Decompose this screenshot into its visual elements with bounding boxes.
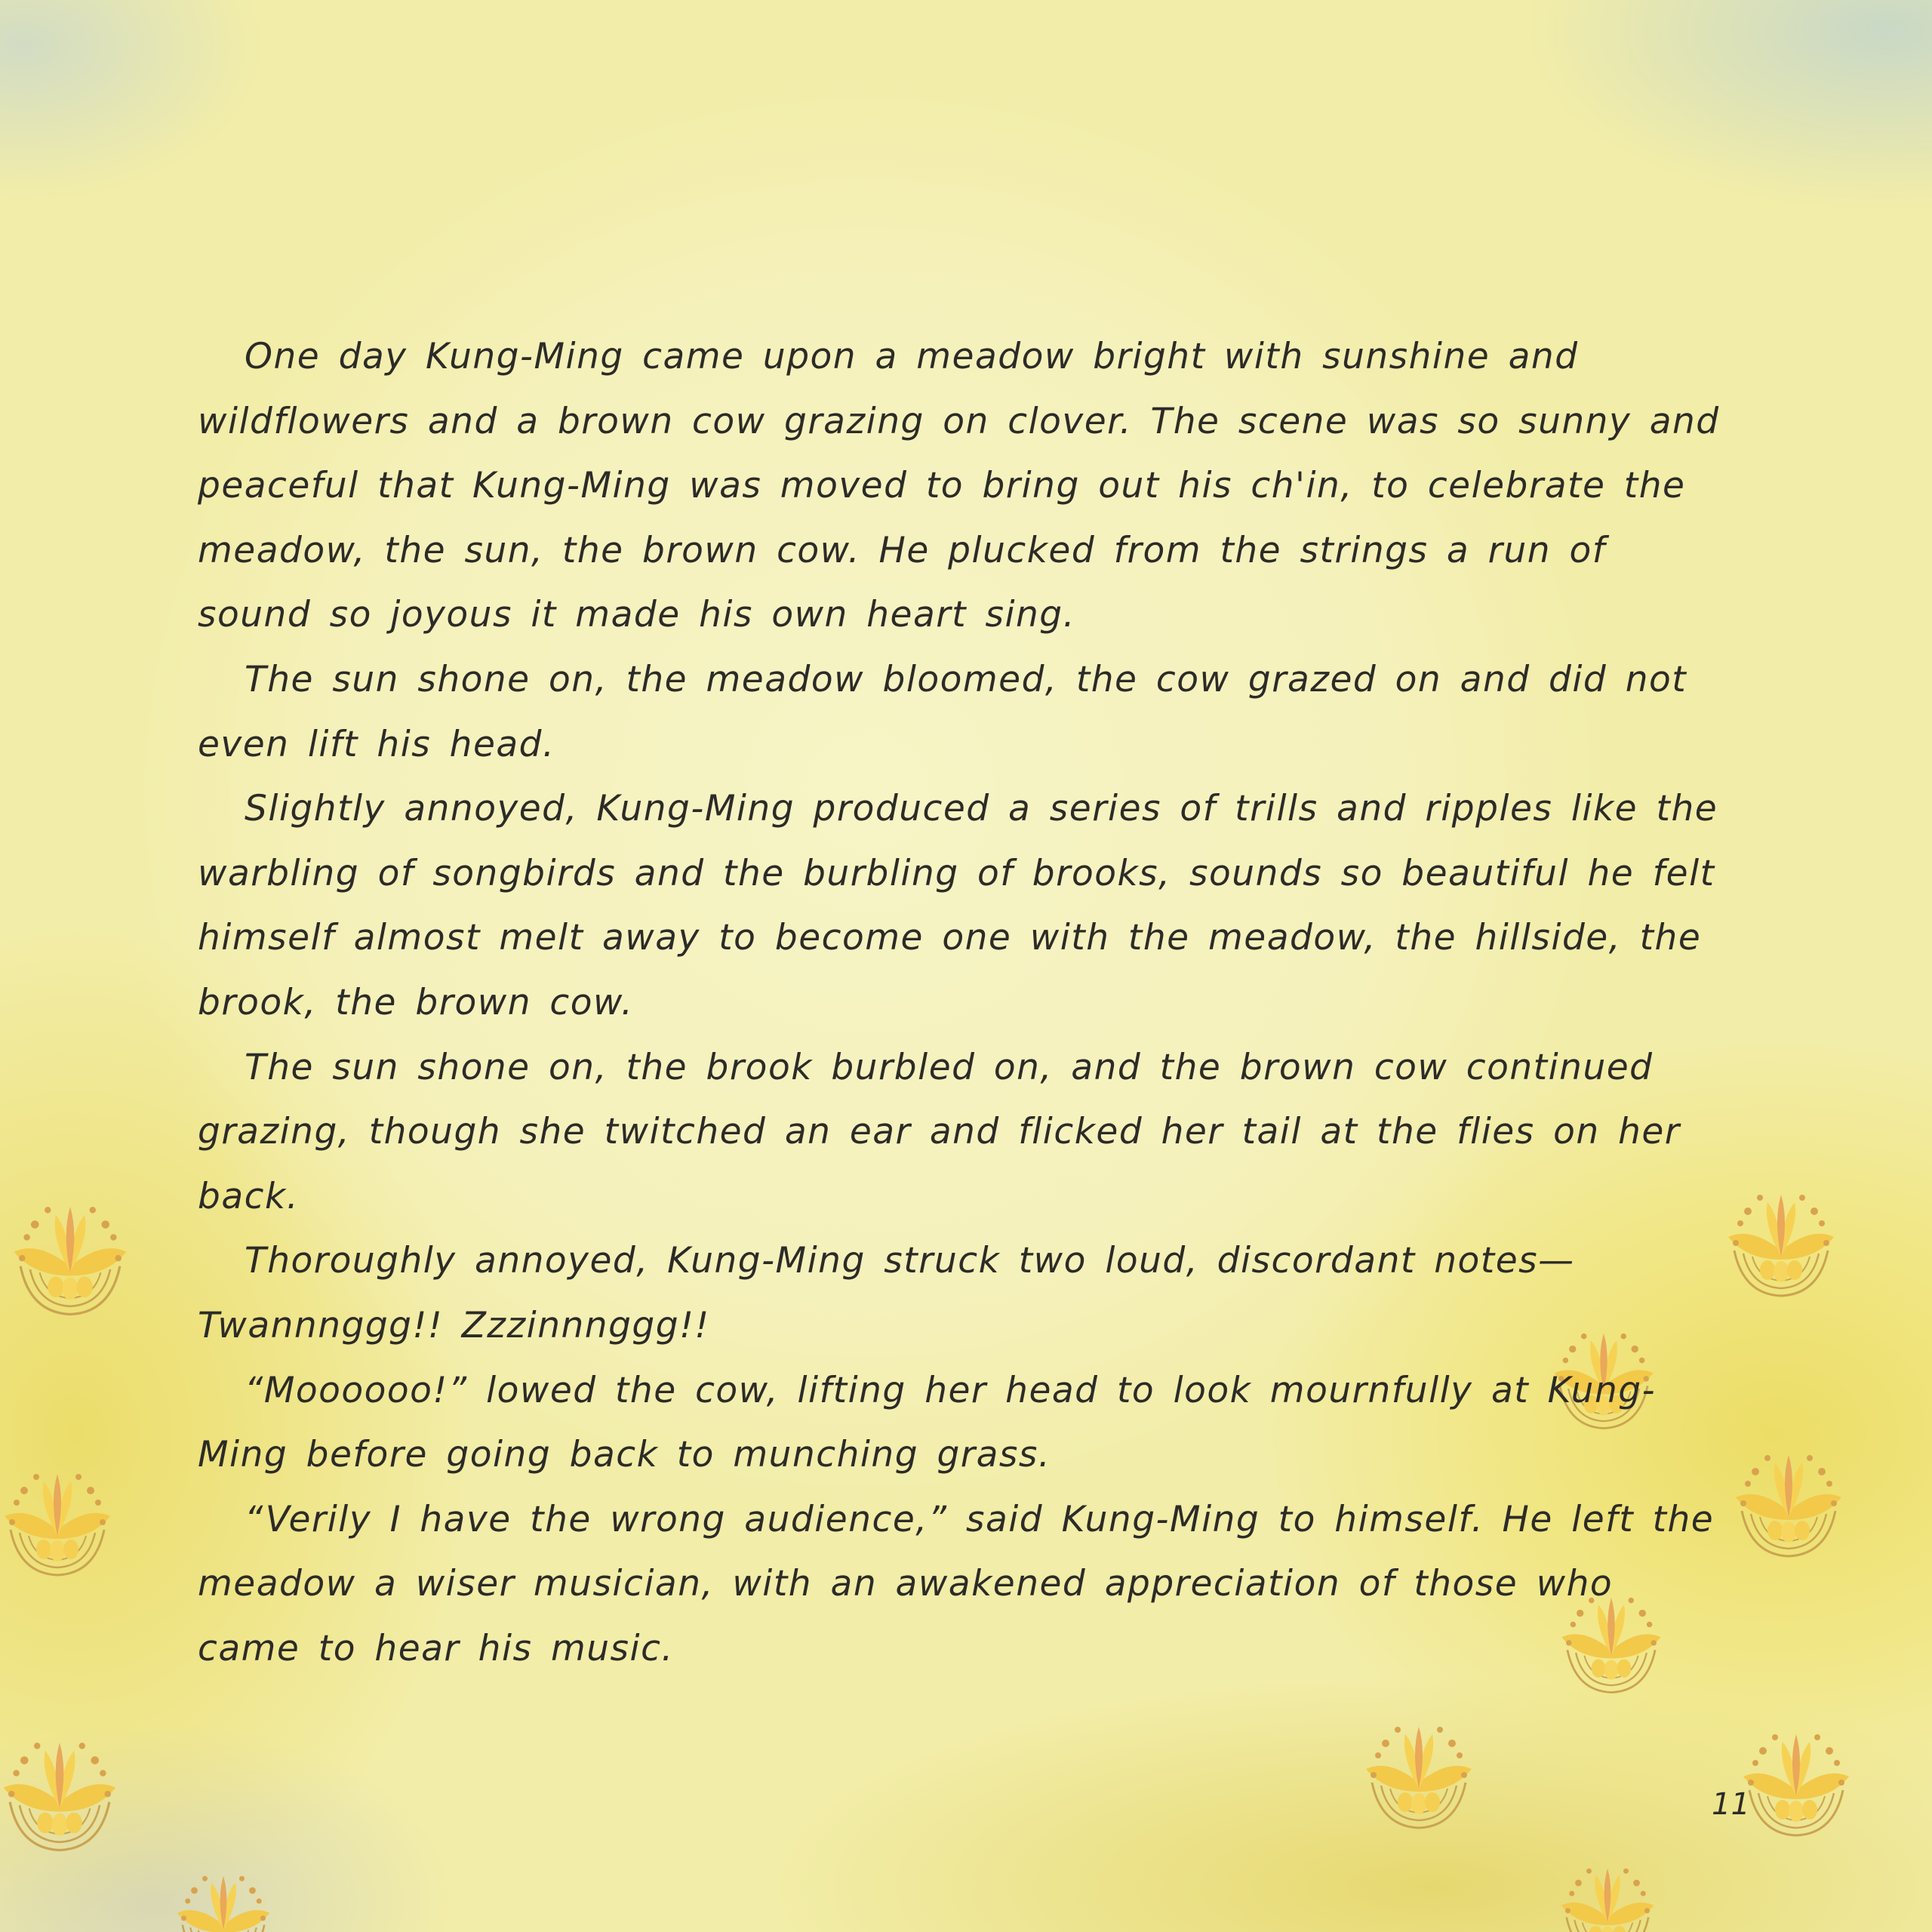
- story-paragraph: “Moooooo!” lowed the cow, lifting her head to look mournfully at Kung-Ming before going back to munching grass.: [198, 1369, 1657, 1476]
- lotus-flower-decoration: [1736, 1721, 1857, 1841]
- lotus-flower-decoration: [1728, 1441, 1849, 1562]
- lotus-flower-decoration: [0, 1728, 124, 1857]
- story-paragraph: One day Kung-Ming came upon a meadow bright with sunshine and wildflowers and a brown cow grazing on clover. The scene was so sunny and peaceful that Kung-Ming was moved to bring out his ch'in, to celebrate the meadow, the sun, the brown cow. He plucked from the strings a run of sound so joyous it made his own heart sing.: [198, 336, 1720, 636]
- story-text: [198, 325, 1722, 1681]
- story-paragraph: Thoroughly annoyed, Kung-Ming struck two loud, discordant notes—Twannnggg!! Zzzinnnggg!!: [198, 1240, 1575, 1346]
- story-paragraph: The sun shone on, the meadow bloomed, the cow grazed on and did not even lift his head.: [198, 658, 1687, 765]
- page-number: 11: [1712, 1787, 1750, 1822]
- lotus-flower-decoration: [1358, 1713, 1479, 1834]
- story-paragraph: The sun shone on, the brook burbled on, and the brown cow continued grazing, though she twitched an ear and flicked her tail at the flies on her back.: [198, 1046, 1681, 1217]
- lotus-flower-decoration: [1721, 1181, 1841, 1302]
- story-paragraph: “Verily I have the wrong audience,” said Kung-Ming to himself. He left the meadow a wiser musician, with an awakened appreciation of those who came to hear his music.: [198, 1498, 1715, 1669]
- lotus-flower-decoration: [171, 1864, 276, 1932]
- lotus-flower-decoration: [1555, 1857, 1660, 1932]
- lotus-flower-decoration: [0, 1460, 118, 1581]
- story-paragraph: Slightly annoyed, Kung-Ming produced a series of trills and ripples like the warbling of songbirds and the burbling of brooks, sounds so beautiful he felt himself almost melt away to become one with the meadow, the hillside, the brook, the brown cow.: [198, 788, 1718, 1023]
- lotus-flower-decoration: [6, 1192, 134, 1321]
